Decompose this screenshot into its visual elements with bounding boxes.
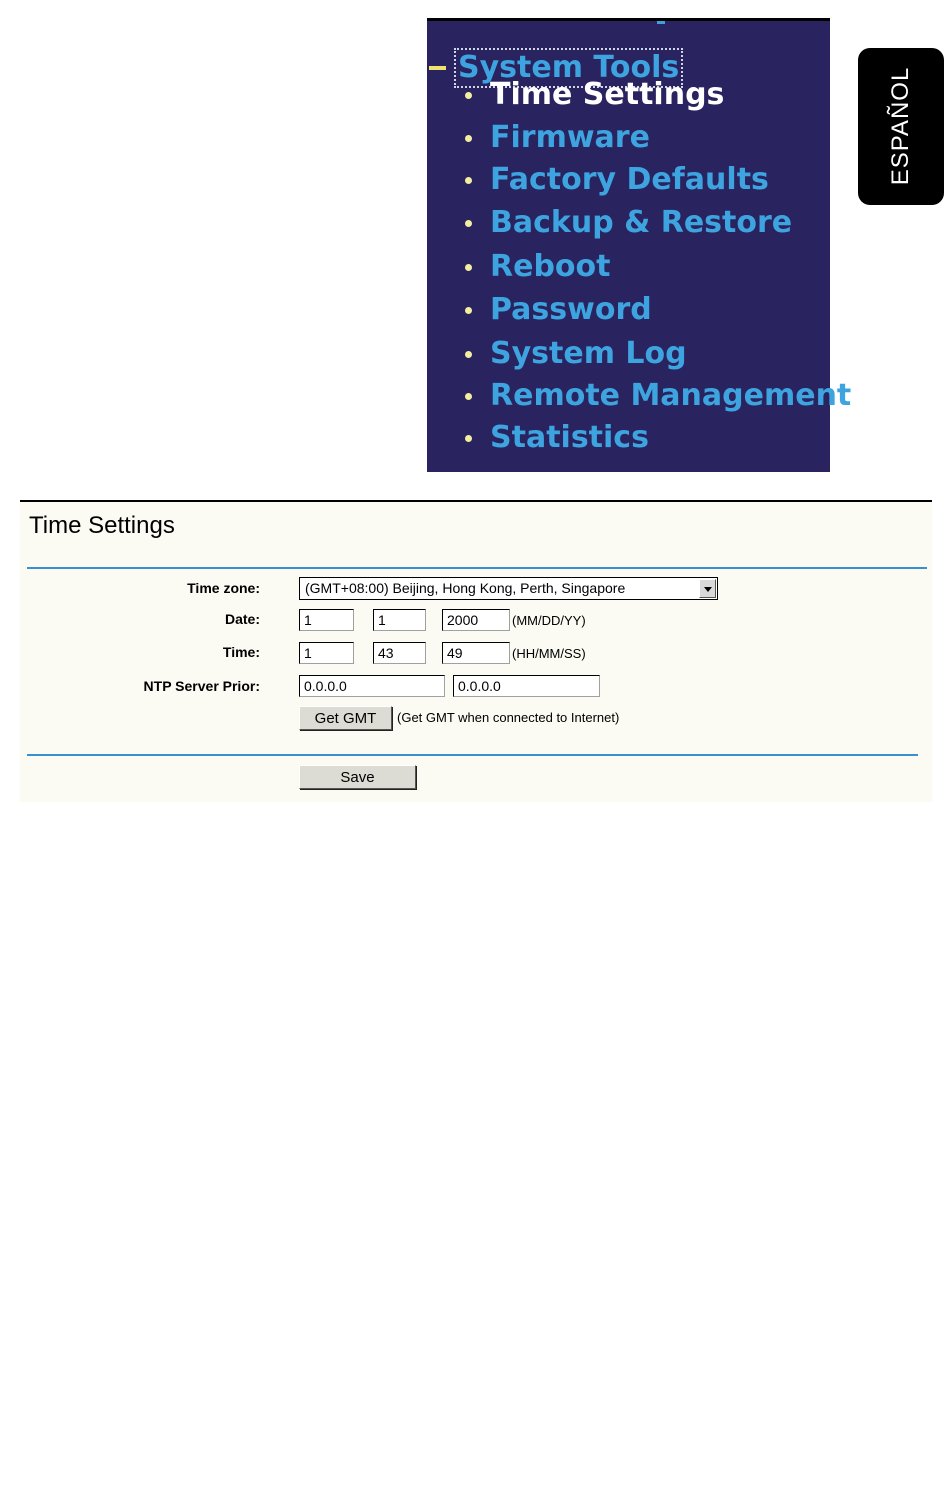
menu-item-backup-restore[interactable] [465,203,830,243]
menu-item-label: Reboot [490,249,611,284]
date-month-input[interactable] [299,609,354,631]
time-minute-input[interactable] [373,642,426,664]
time-settings-panel [20,500,932,802]
menu-top-border [427,18,830,21]
bullet-icon [465,435,472,442]
bottom-divider [27,754,918,756]
bullet-icon [465,393,472,400]
menu-item-label: Password [490,292,652,327]
menu-item-reboot[interactable] [465,247,830,287]
bullet-icon [465,177,472,184]
menu-item-label: Time Settings [490,77,725,112]
date-year-input[interactable] [442,609,510,631]
date-format-hint: (MM/DD/YY) [512,613,586,628]
language-tab-label: ESPAÑOL [887,66,914,186]
time-zone-select[interactable] [299,577,718,600]
get-gmt-hint: (Get GMT when connected to Internet) [397,710,620,725]
menu-item-label: Backup & Restore [490,205,793,240]
language-tab [858,48,944,205]
bullet-icon [465,135,472,142]
bullet-icon [465,264,472,271]
chevron-down-icon[interactable] [699,579,716,598]
menu-item-system-log[interactable] [465,334,830,374]
menu-item-password[interactable] [465,290,830,330]
bullet-icon [465,307,472,314]
menu-item-statistics[interactable] [465,418,830,458]
page-title: Time Settings [29,512,175,539]
bullet-icon [465,220,472,227]
menu-item-label: Remote Management [490,378,852,413]
menu-item-factory-defaults[interactable] [465,160,830,200]
ntp-primary-input[interactable] [299,675,445,697]
time-zone-value: (GMT+08:00) Beijing, Hong Kong, Perth, Singapore [305,580,626,596]
date-day-input[interactable] [373,609,426,631]
time-hour-input[interactable] [299,642,354,664]
menu-item-firmware[interactable] [465,118,830,158]
time-format-hint: (HH/MM/SS) [512,646,586,661]
system-tools-menu [427,18,852,472]
bullet-icon [465,351,472,358]
ntp-secondary-input[interactable] [453,675,600,697]
time-zone-label: Time zone: [187,580,260,596]
menu-item-remote-management[interactable] [465,376,852,416]
menu-item-label: Factory Defaults [490,162,769,197]
date-label: Date: [224,611,260,627]
menu-item-time-settings[interactable] [465,75,830,115]
save-button[interactable]: Save [299,765,416,789]
ntp-server-label: NTP Server Prior: [143,678,260,694]
time-second-input[interactable] [442,642,510,664]
menu-scroll-marker [657,21,665,24]
menu-item-label: Statistics [490,420,649,455]
get-gmt-button[interactable]: Get GMT [299,706,392,730]
menu-header-system-tools[interactable]: System Tools [454,48,683,88]
time-label: Time: [222,644,260,660]
bullet-icon [465,92,472,99]
collapse-icon[interactable] [429,66,446,70]
menu-item-label: System Log [490,336,687,371]
menu-item-label: Firmware [490,120,650,155]
top-divider [27,567,927,569]
